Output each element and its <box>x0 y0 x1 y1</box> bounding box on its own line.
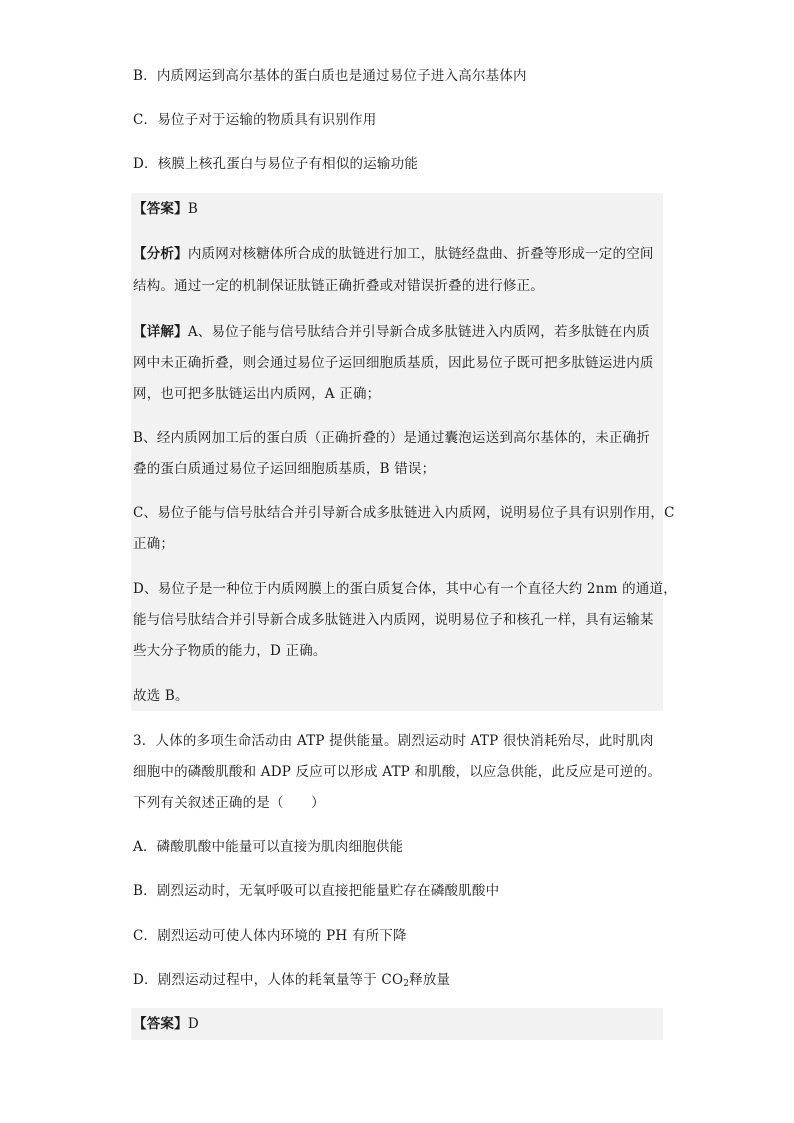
q3-option-a: A．磷酸肌酸中能量可以直接为肌肉细胞供能 <box>133 839 404 855</box>
option-d-text-end: 释放量 <box>409 972 451 988</box>
detail-text: A、易位子能与信号肽结合并引导新合成多肽链进入内质网，若多肽链在内质 <box>187 324 650 340</box>
q2-detail-d: D、易位子是一种位于内质网膜上的蛋白质复合体，其中心有一个直径大约 2nm 的通道， <box>133 581 677 597</box>
q3-stem: 细胞中的磷酸肌酸和 ADP 反应可以形成 ATP 和肌酸，以应急供能，此反应是可逆的。 <box>133 764 662 780</box>
q2-detail-a <box>133 322 650 342</box>
q2-detail-d: 能与信号肽结合并引导新合成多肽链进入内质网，说明易位子和核孔一样，具有运输某 <box>133 612 654 628</box>
q2-detail-a: 网中未正确折叠，则会通过易位子运回细胞质基质，因此易位子既可把多肽链运进内质 <box>133 355 654 371</box>
q3-option-d <box>133 970 450 994</box>
q2-detail-d: 些大分子物质的能力，D 正确。 <box>133 643 327 659</box>
q2-option-d: D．核膜上核孔蛋白与易位子有相似的运输功能 <box>133 156 419 172</box>
q3-answer <box>133 1014 199 1034</box>
q2-detail-b: 叠的蛋白质通过易位子运回细胞质基质，B 错误； <box>133 461 436 477</box>
option-d-text: D．剧烈运动过程中，人体的耗氧量等于 CO <box>133 972 404 988</box>
subscript-2: 2 <box>403 979 410 989</box>
answer-label: 【答案】 <box>133 1016 188 1032</box>
q2-analysis-line <box>133 244 654 264</box>
q2-option-c: C．易位子对于运输的物质具有识别作用 <box>133 112 377 128</box>
solution-background <box>131 193 663 711</box>
q3-option-b: B．剧烈运动时，无氧呼吸可以直接把能量贮存在磷酸肌酸中 <box>133 883 500 899</box>
q3-stem: 3．人体的多项生命活动由 ATP 提供能量。剧烈运动时 ATP 很快消耗殆尽，此时肌肉 <box>133 733 654 749</box>
q2-conclusion: 故选 B。 <box>133 688 189 704</box>
q3-stem: 下列有关叙述正确的是（ ） <box>133 795 325 811</box>
analysis-label: 【分析】 <box>133 246 188 262</box>
q2-option-b: B．内质网运到高尔基体的蛋白质也是通过易位子进入高尔基体内 <box>133 68 527 84</box>
answer-value: D <box>187 1016 199 1032</box>
q2-analysis-line: 结构。通过一定的机制保证肽链正确折叠或对错误折叠的进行修正。 <box>133 278 544 294</box>
q2-detail-c: C、易位子能与信号肽结合并引导新合成多肽链进入内质网，说明易位子具有识别作用，C <box>133 505 675 521</box>
answer-value: B <box>187 201 198 217</box>
analysis-text: 内质网对核糖体所合成的肽链进行加工，肽链经盘曲、折叠等形成一定的空间 <box>187 246 654 262</box>
q2-detail-a: 网，也可把多肽链运出内质网，A 正确； <box>133 386 381 402</box>
q2-detail-c: 正确； <box>133 536 175 552</box>
q2-detail-b: B、经内质网加工后的蛋白质（正确折叠的）是通过囊泡运送到高尔基体的，未正确折 <box>133 430 651 446</box>
answer-background <box>131 1008 663 1040</box>
answer-label: 【答案】 <box>133 201 188 217</box>
q3-option-c: C．剧烈运动可使人体内环境的 PH 有所下降 <box>133 928 407 944</box>
q2-answer <box>133 199 198 219</box>
detail-label: 【详解】 <box>133 324 188 340</box>
